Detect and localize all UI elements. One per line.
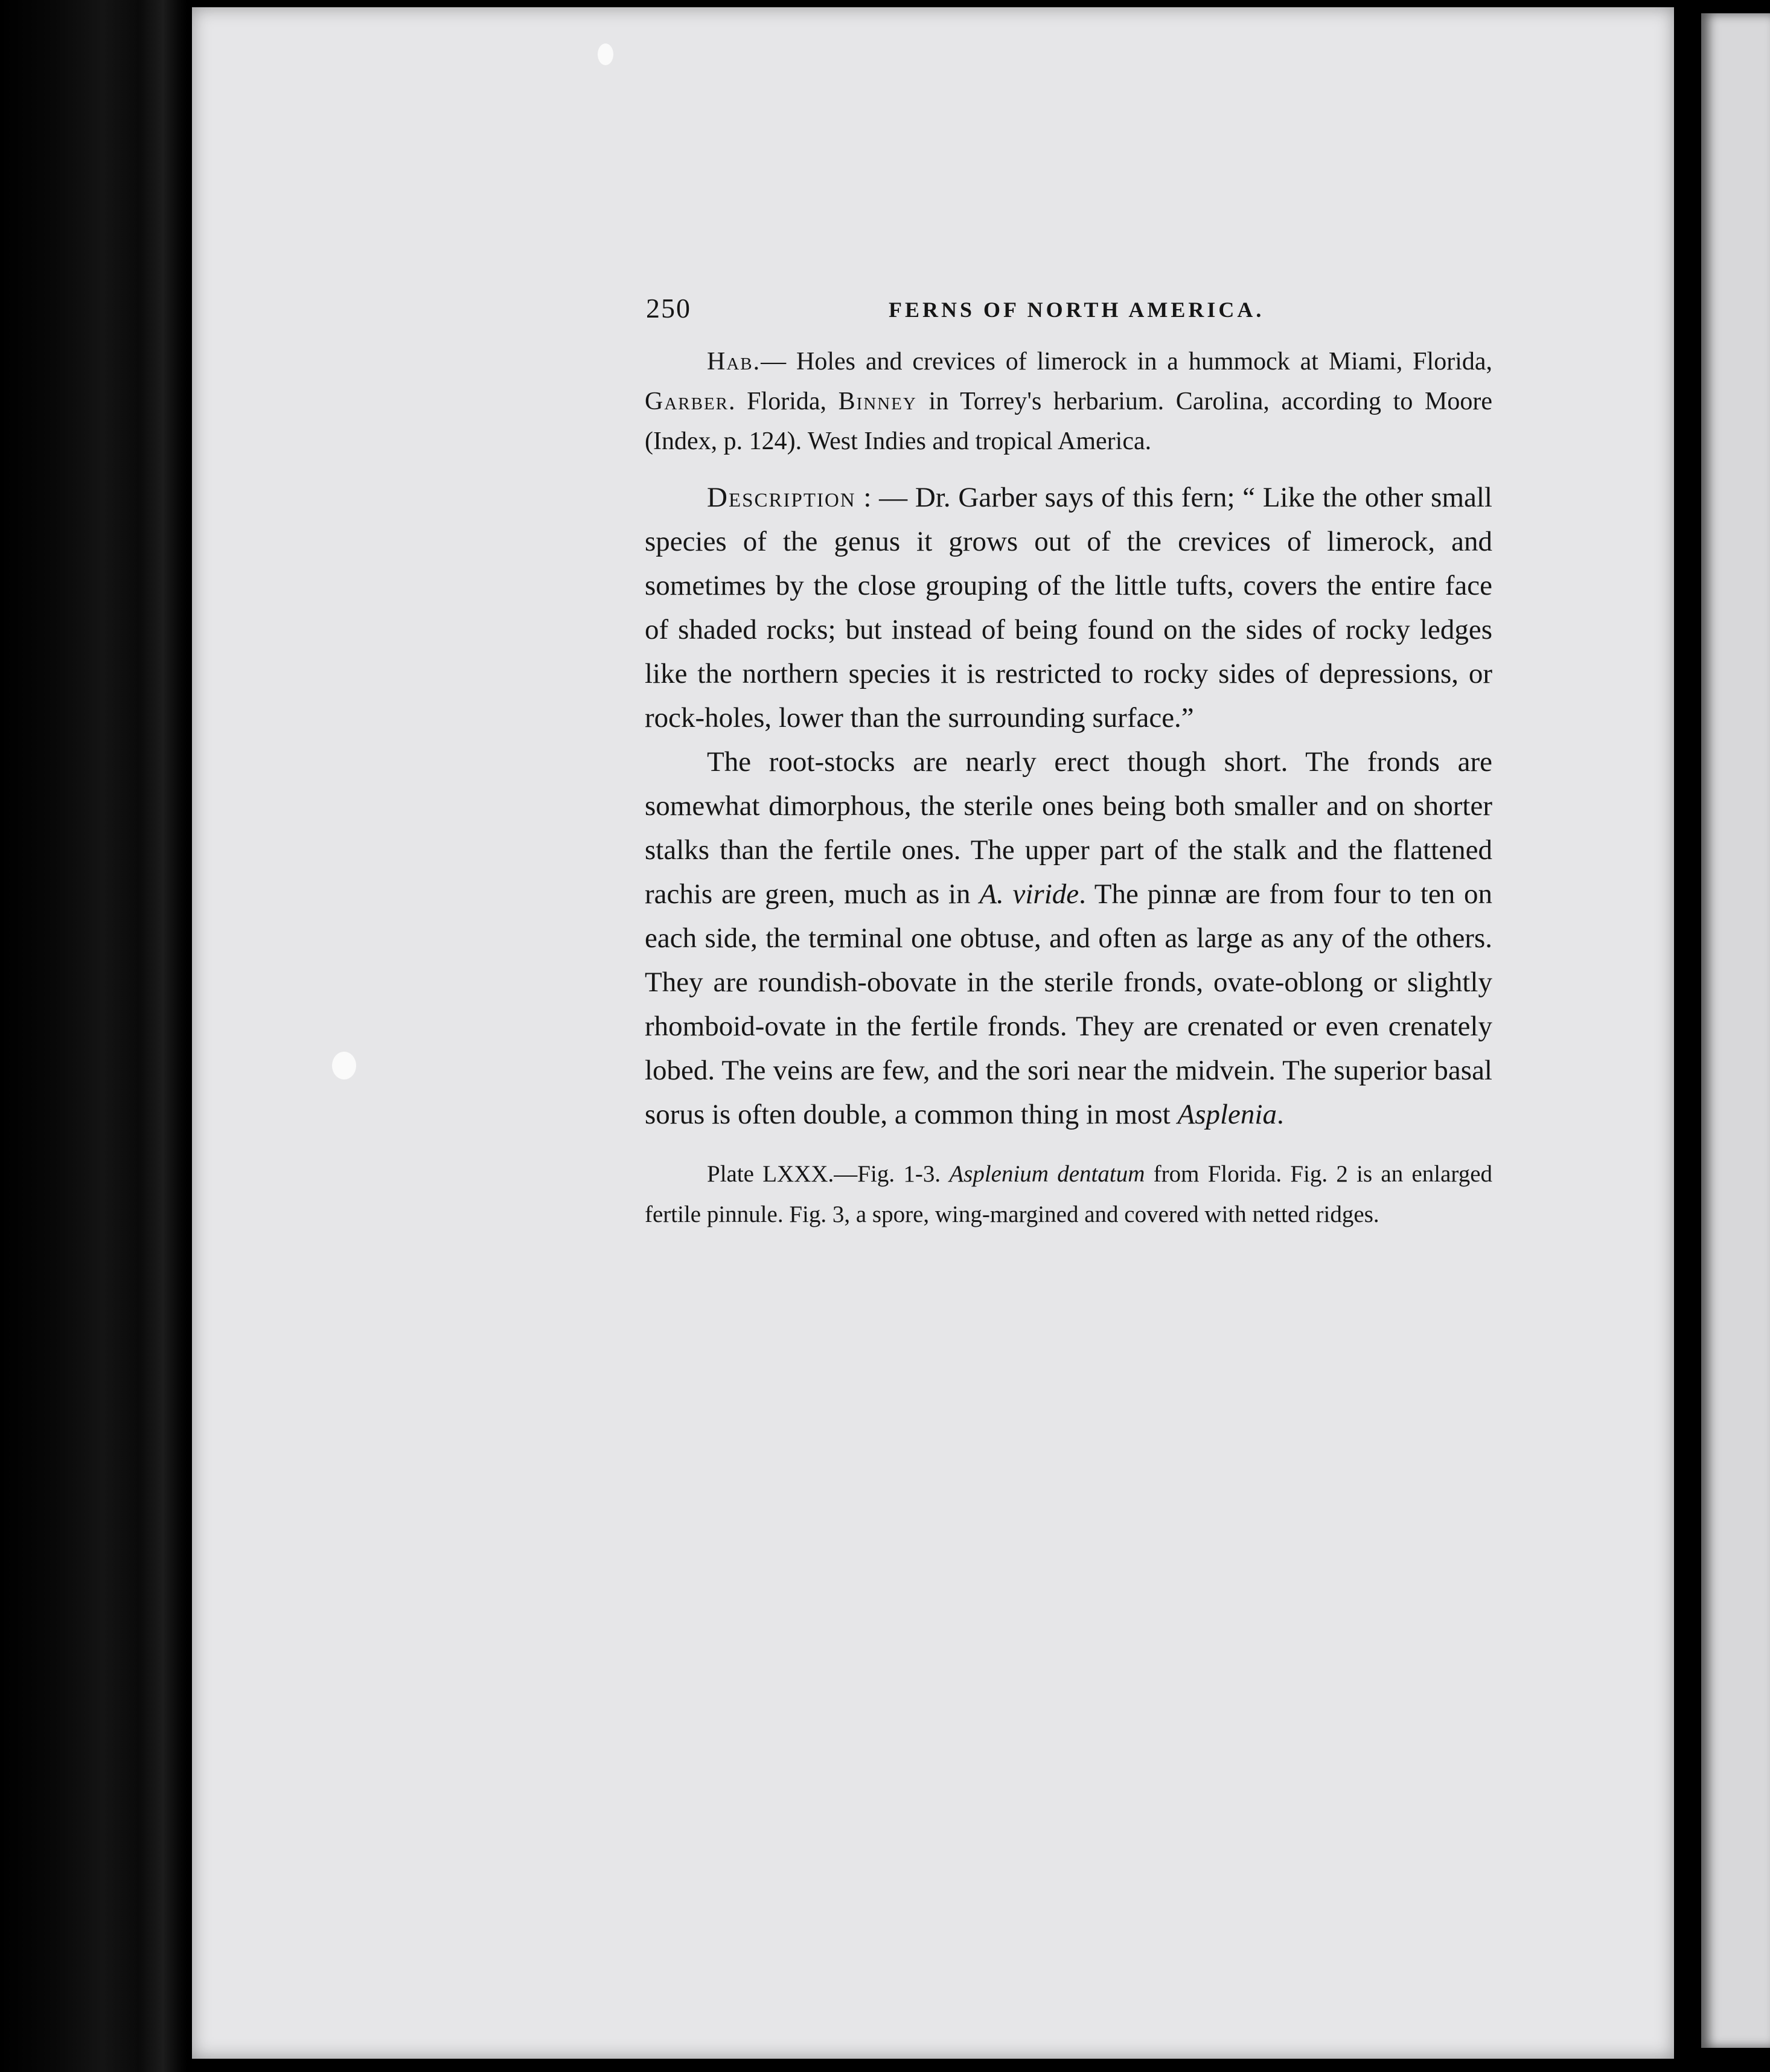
species-name: A. viride [979, 878, 1079, 910]
morphology-text-2: . The pinnæ are from four to ten on each side, the terminal one obtuse, and often as large as any of the others. They are roundish-obovate in the sterile fronds, ovate-oblong or slightly rhomboid-ovate in the fertile fronds. They are crenated or even crenately lobed. The veins are few, and the sori near the midvein. The superior basal sorus is often double, a common thing in most [645, 878, 1492, 1130]
morphology-text-1: The root-stocks are nearly erect though short. The fronds are somewhat dimorphous, the sterile ones being both smaller and on shorter stalks than the fertile ones. The upper part of the stalk and the flattened rachis are green, much as in [645, 746, 1492, 910]
paper-speck [332, 1052, 356, 1079]
habitat-label: Hab. [707, 348, 761, 376]
description-lead: : — [855, 482, 915, 513]
morphology-text-3: . [1276, 1099, 1284, 1130]
caption-text-2: from Florida. Fig. 2 is an enlarged fertile pinnule. Fig. 3, a spore, wing-margined and covered with netted ridges. [645, 1161, 1492, 1227]
caption-species-name: Asplenium dentatum [949, 1161, 1145, 1187]
habitat-text-1: Holes and crevices of limerock in a hummock at Miami, Florida, [796, 348, 1493, 376]
habitat-text-2: . Florida, [729, 388, 839, 415]
running-head [645, 284, 1492, 332]
book-spine-edge [0, 0, 187, 2072]
description-paragraph [645, 476, 1492, 740]
habitat-dash: — [761, 348, 796, 376]
plate-caption [645, 1154, 1492, 1235]
running-title: FERNS OF NORTH AMERICA. [889, 298, 1265, 322]
page-text [645, 284, 1492, 1235]
page-number: 250 [646, 293, 691, 324]
caption-text-1: Plate LXXX.—Fig. 1-3. [707, 1161, 950, 1187]
description-text: Dr. Garber says of this fern; “ Like the other small species of the genus it grows out of the crevices of limerock, and sometimes by the close grouping of the little tufts, covers the entire face of shaded rocks; but instead of being found on the sides of rocky ledges like the northern species it is restricted to rocky sides of depressions, or rock-holes, lower than the surrounding surface.” [645, 482, 1492, 734]
description-label: Description [707, 482, 856, 513]
morphology-paragraph [645, 740, 1492, 1137]
genus-name: Asplenia [1177, 1099, 1277, 1130]
habitat-paragraph [645, 342, 1492, 461]
paper-speck [598, 43, 613, 65]
collector-name: Binney [838, 388, 917, 415]
facing-page-edge [1701, 13, 1770, 2048]
habitat-text-3: in Torrey's herbarium. Carolina, according to Moore (Index, p. 124). West Indies and tropical America. [645, 388, 1492, 455]
collector-name: Garber [645, 388, 729, 415]
